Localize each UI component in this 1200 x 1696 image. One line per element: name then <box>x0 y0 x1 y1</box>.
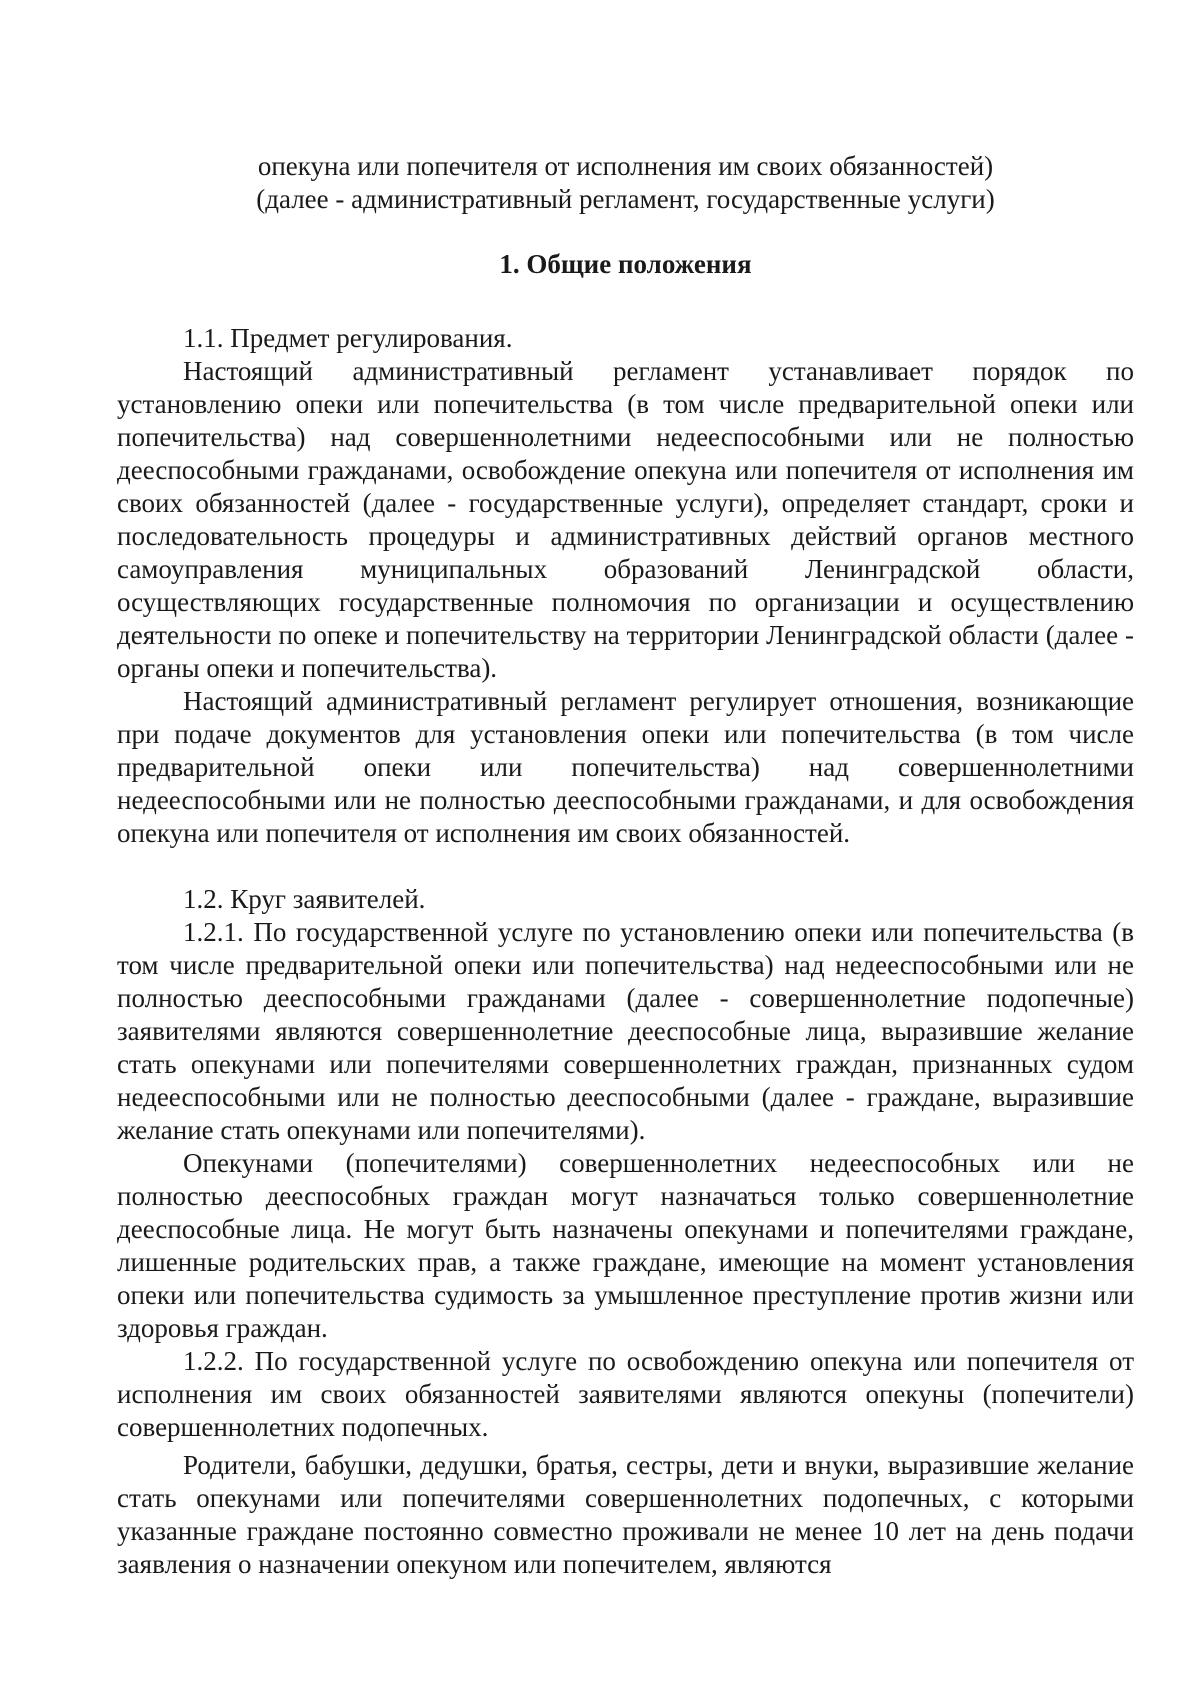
subsection-1-2-1-paragraph-2: Опекунами (попечителями) совершеннолетних недееспособных или не полностью дееспособных граждан могут назначаться только совершеннолетние дееспособные лица. Не могут быть назначены опекунами и попечителями граждане, лишенные родительских прав, а также граждане, имеющие на момент установления опеки или попечительства судимость за умышленное преступление против жизни или здоровья граждан. <box>117 1148 1134 1343</box>
subsection-1-1-paragraph-1: Настоящий административный регламент устанавливает порядок по установлению опеки или попечительства (в том числе предварительной опеки или попечительства) над совершеннолетними недееспособными или не полностью дееспособными гражданами, освобождение опекуна или попечителя от исполнения им своих обязанностей (далее - государственные услуги), определяет стандарт, сроки и последовательность процедуры и административных действий органов местного самоуправления муниципальных образований Ленинградской области, осуществляющих государственные полномочия по организации и осуществлению деятельности по опеке и попечительству на территории Ленинградской области (далее - органы опеки и попечительства). <box>117 356 1134 683</box>
subsection-1-2-title: 1.2. Круг заявителей. <box>183 884 426 914</box>
subsection-1-2-2-paragraph-1: 1.2.2. По государственной услуге по освобождению опекуна или попечителя от исполнения им своих обязанностей заявителями являются опекуны (попечители) совершеннолетних подопечных. <box>117 1346 1134 1442</box>
subsection-1-1-paragraph-2: Настоящий административный регламент регулирует отношения, возникающие при подаче документов для установления опеки или попечительства (в том числе предварительной опеки или попечительства) над совершеннолетними недееспособными или не полностью дееспособными гражданами, и для освобождения опекуна или попечителя от исполнения им своих обязанностей. <box>117 686 1134 848</box>
section-title: 1. Общие положения <box>499 249 752 279</box>
intro-line-2: (далее - административный регламент, государственные услуги) <box>256 184 995 214</box>
subsection-1-2-1-paragraph-1: 1.2.1. По государственной услуге по установлению опеки или попечительства (в том числе предварительной опеки или попечительства) над недееспособными или не полностью дееспособными гражданами (далее - совершеннолетние подопечные) заявителями являются совершеннолетние дееспособные лица, выразившие желание стать опекунами или попечителями совершеннолетних граждан, признанных судом недееспособными или не полностью дееспособными (далее - граждане, выразившие желание стать опекунами или попечителями). <box>117 917 1134 1145</box>
subsection-1-1-title: 1.1. Предмет регулирования. <box>183 323 513 353</box>
subsection-1-2-2-paragraph-2: Родители, бабушки, дедушки, братья, сестры, дети и внуки, выразившие желание стать опекунами или попечителями совершеннолетних подопечных, с которыми указанные граждане постоянно совместно проживали не менее 10 лет на день подачи заявления о назначении опекуном или попечителем, являются <box>117 1450 1134 1579</box>
intro-line-1: опекуна или попечителя от исполнения им своих обязанностей) <box>257 151 994 181</box>
document-body <box>117 150 1134 1581</box>
